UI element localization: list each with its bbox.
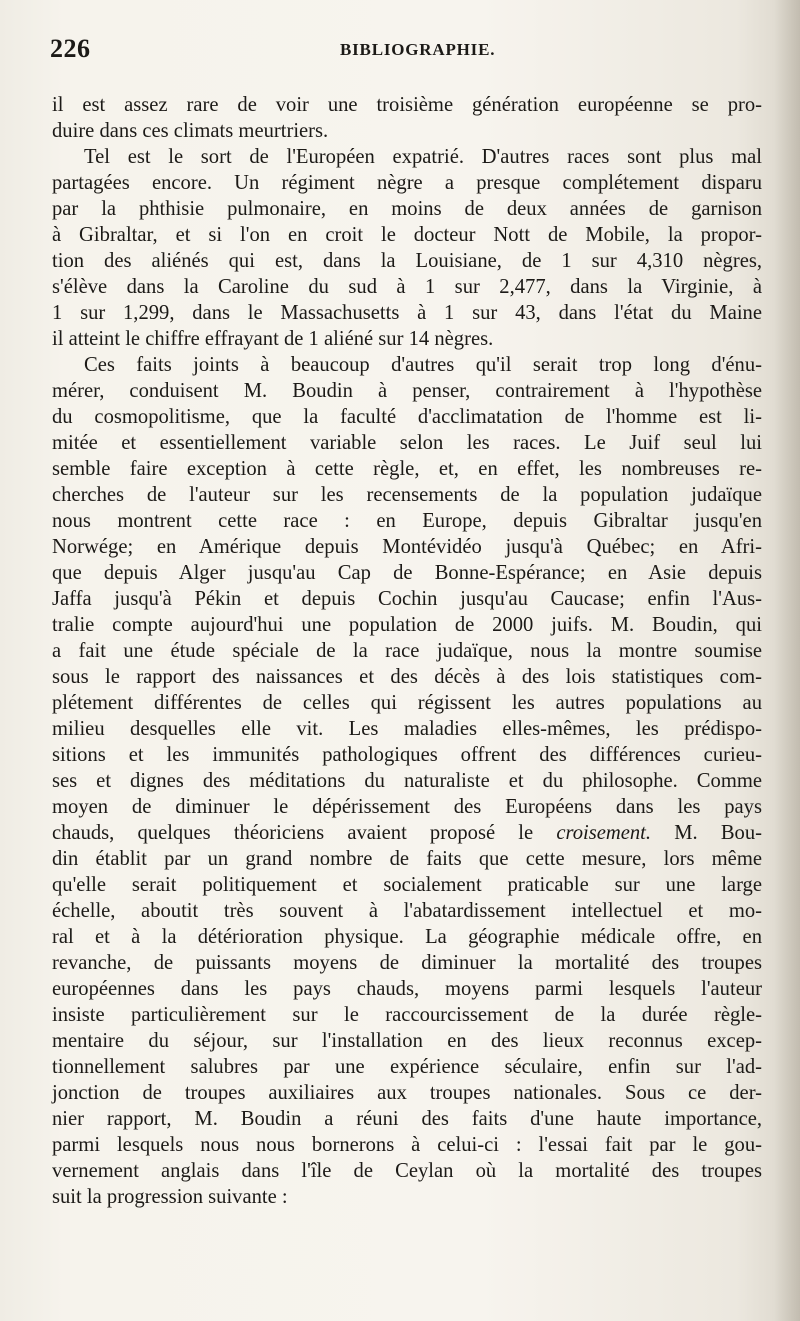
text-line: échelle, aboutit très souvent à l'abatardissement intellectuel et mo- [52, 900, 762, 922]
text-line: Norwége; en Amérique depuis Montévidéo jusqu'à Québec; en Afri- [52, 536, 762, 558]
line-segment: M. Bou- [651, 822, 763, 844]
text-line: mitée et essentiellement variable selon les races. Le Juif seul lui [52, 432, 762, 454]
text-line: que depuis Alger jusqu'au Cap de Bonne-Espérance; en Asie depuis [52, 562, 762, 584]
text-line: moyen de diminuer le dépérissement des Européens dans les pays [52, 796, 762, 818]
text-line: mentaire du séjour, sur l'installation en des lieux reconnus excep- [52, 1030, 762, 1052]
page-edge-shadow [774, 0, 800, 1321]
text-line: tionnellement salubres par une expérience séculaire, enfin sur l'ad- [52, 1056, 762, 1078]
text-line: du cosmopolitisme, que la faculté d'acclimatation de l'homme est li- [52, 406, 762, 428]
paragraph-1 [52, 92, 762, 144]
text-line: jonction de troupes auxiliaires aux troupes nationales. Sous ce der- [52, 1082, 762, 1104]
text-line: qu'elle serait politiquement et socialement praticable sur une large [52, 874, 762, 896]
text-line: tralie compte aujourd'hui une population de 2000 juifs. M. Boudin, qui [52, 614, 762, 636]
paragraph-3 [52, 352, 762, 1210]
text-line: Ces faits joints à beaucoup d'autres qu'il serait trop long d'énu- [84, 354, 762, 376]
text-line: partagées encore. Un régiment nègre a presque complétement disparu [52, 172, 762, 194]
text-line: din établit par un grand nombre de faits que cette mesure, lors même [52, 848, 762, 870]
text-line: nier rapport, M. Boudin a réuni des faits d'une haute importance, [52, 1108, 762, 1130]
text-line: cherches de l'auteur sur les recensements de la population judaïque [52, 484, 762, 506]
running-head: BIBLIOGRAPHIE. [340, 40, 496, 59]
text-line: Tel est le sort de l'Européen expatrié. D'autres races sont plus mal [84, 146, 762, 168]
text-line: parmi lesquels nous nous bornerons à celui-ci : l'essai fait par le gou- [52, 1134, 762, 1156]
text-line: sitions et les immunités pathologiques offrent des différences curieu- [52, 744, 762, 766]
text-line: il atteint le chiffre effrayant de 1 aliéné sur 14 nègres. [52, 328, 494, 350]
text-line: européennes dans les pays chauds, moyens parmi lesquels l'auteur [52, 978, 762, 1000]
text-line: tion des aliénés qui est, dans la Louisiane, de 1 sur 4,310 nègres, [52, 250, 762, 272]
text-line-with-italic [52, 820, 762, 846]
text-line: insiste particulièrement sur le raccourcissement de la durée règle- [52, 1004, 762, 1026]
text-line: sous le rapport des naissances et des décès à des lois statistiques com- [52, 666, 762, 688]
page-header [50, 34, 750, 66]
body-text [52, 92, 762, 1210]
text-line: par la phthisie pulmonaire, en moins de deux années de garnison [52, 198, 762, 220]
text-line: duire dans ces climats meurtriers. [52, 120, 329, 142]
text-line: mérer, conduisent M. Boudin à penser, contrairement à l'hypothèse [52, 380, 762, 402]
italic-term: croisement. [556, 822, 652, 844]
text-line: plétement différentes de celles qui régissent les autres populations au [52, 692, 762, 714]
text-line: il est assez rare de voir une troisième génération européenne se pro- [52, 94, 762, 116]
line-segment: chauds, quelques théoriciens avaient proposé le [52, 822, 534, 844]
page-number: 226 [50, 34, 91, 63]
paragraph-2 [52, 144, 762, 352]
text-line: nous montrent cette race : en Europe, depuis Gibraltar jusqu'en [52, 510, 762, 532]
text-line: milieu desquelles elle vit. Les maladies elles-mêmes, les prédispo- [52, 718, 762, 740]
text-line: à Gibraltar, et si l'on en croit le docteur Nott de Mobile, la propor- [52, 224, 762, 246]
text-line: ses et dignes des méditations du naturaliste et du philosophe. Comme [52, 770, 762, 792]
text-line: suit la progression suivante : [52, 1186, 288, 1208]
text-line: s'élève dans la Caroline du sud à 1 sur 2,477, dans la Virginie, à [52, 276, 762, 298]
text-line: vernement anglais dans l'île de Ceylan où la mortalité des troupes [52, 1160, 762, 1182]
text-line: semble faire exception à cette règle, et, en effet, les nombreuses re- [52, 458, 762, 480]
text-line: ral et à la détérioration physique. La géographie médicale offre, en [52, 926, 762, 948]
text-line: 1 sur 1,299, dans le Massachusetts à 1 sur 43, dans l'état du Maine [52, 302, 762, 324]
text-line: a fait une étude spéciale de la race judaïque, nous la montre soumise [52, 640, 762, 662]
text-line: revanche, de puissants moyens de diminuer la mortalité des troupes [52, 952, 762, 974]
text-line: Jaffa jusqu'à Pékin et depuis Cochin jusqu'au Caucase; enfin l'Aus- [52, 588, 762, 610]
